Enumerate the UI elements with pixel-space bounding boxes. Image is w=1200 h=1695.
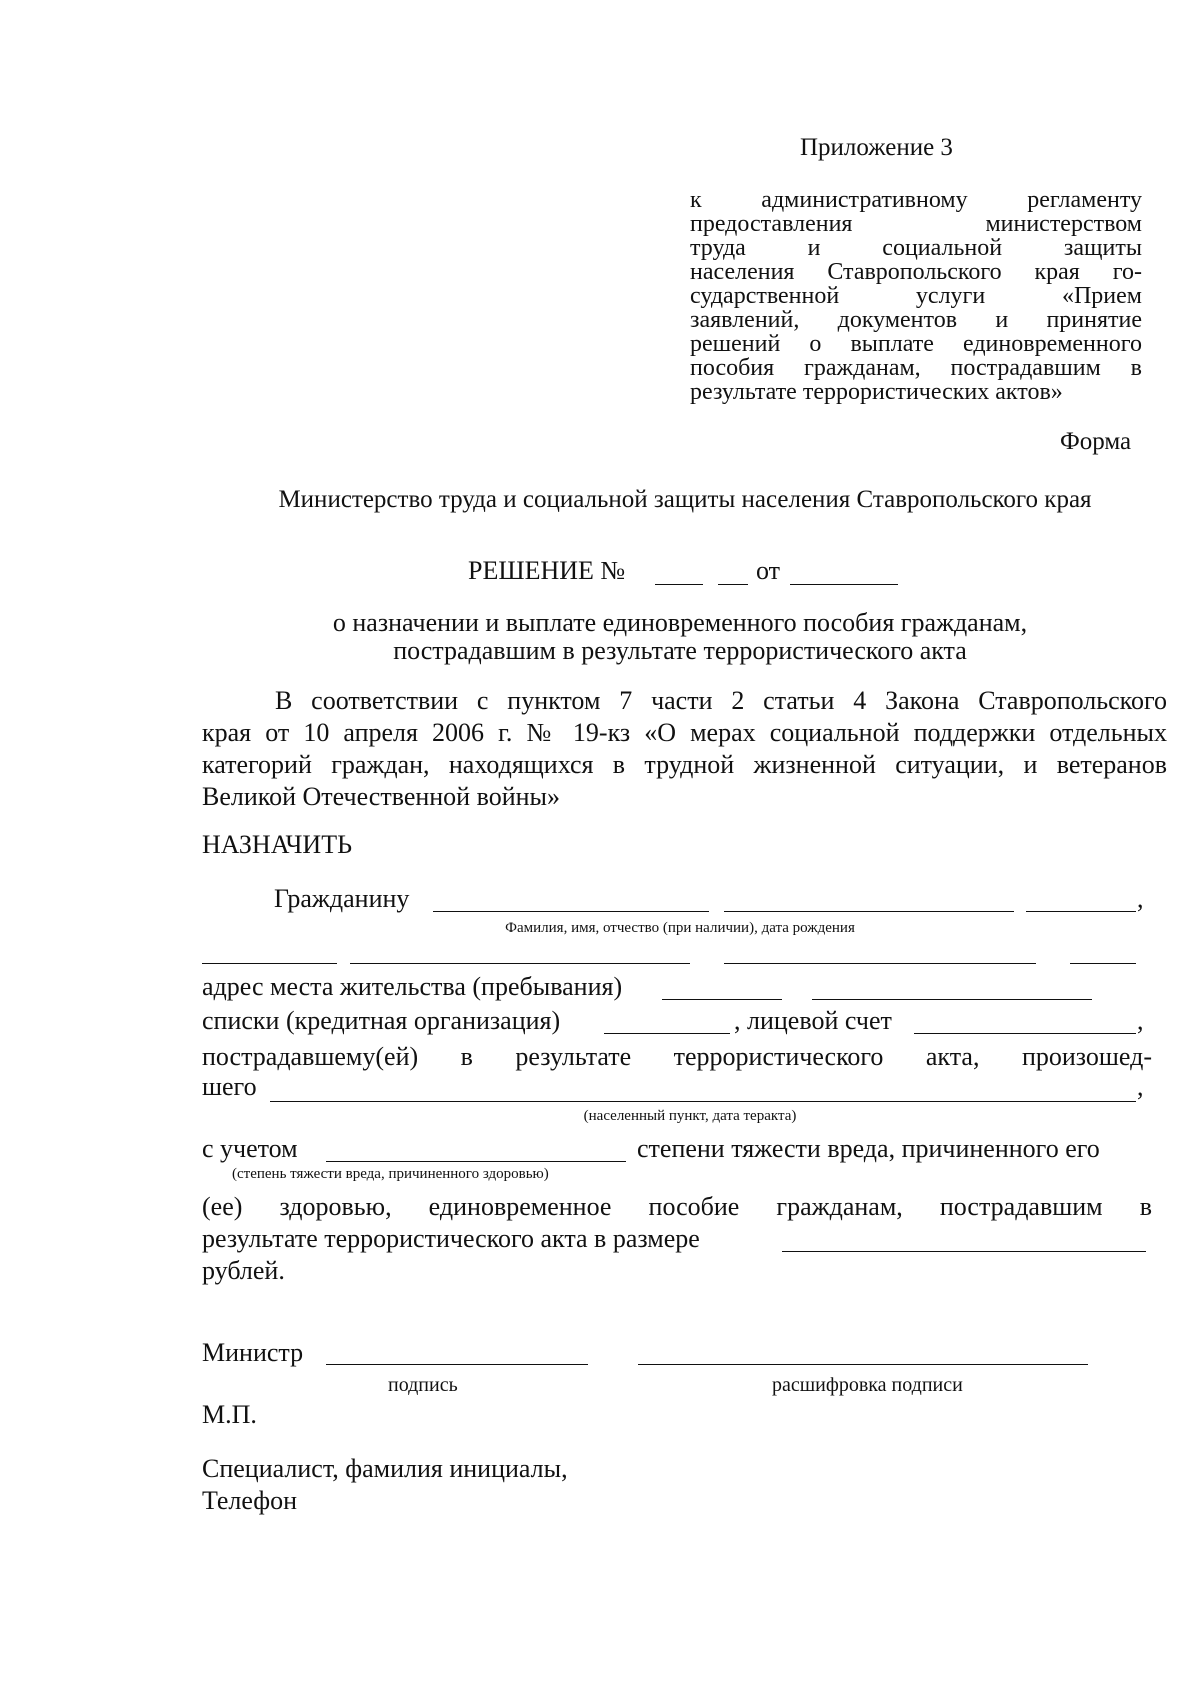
- phone-label: Телефон: [202, 1486, 298, 1515]
- address-field-1[interactable]: [662, 999, 782, 1000]
- benefit-amount-field[interactable]: [782, 1251, 1146, 1252]
- citizen-surname-field[interactable]: [433, 911, 709, 912]
- citizen-continued-field-3[interactable]: [724, 963, 1036, 964]
- appendix-line: результате террористических актов»: [690, 379, 1063, 405]
- appendix-line: населения Ставропольского края го-: [690, 259, 1142, 285]
- benefit-line1: (ее) здоровью, единовременное пособие гражданам, пострадавшим в: [202, 1192, 1152, 1221]
- appendix-line: решений о выплате единовременного: [690, 331, 1142, 357]
- preamble-line: категорий граждан, находящихся в трудной жизненной ситуации, и ветеранов: [202, 750, 1167, 779]
- signature-field[interactable]: [326, 1364, 588, 1365]
- account-label: , лицевой счет: [734, 1006, 892, 1035]
- signature-hint: подпись: [388, 1374, 458, 1396]
- injury-degree-field[interactable]: [326, 1161, 626, 1162]
- appendix-line: к административному регламенту: [690, 187, 1142, 213]
- citizen-continued-field-1[interactable]: [202, 963, 337, 964]
- address-label: адрес места жительства (пребывания): [202, 972, 623, 1001]
- preamble-line: края от 10 апреля 2006 г. № 19-кз «О мерах социальной поддержки отдельных: [202, 718, 1167, 747]
- citizen-continued-field-2[interactable]: [350, 963, 690, 964]
- comma: ,: [1137, 1072, 1144, 1101]
- citizen-label: Гражданину: [274, 884, 410, 913]
- appendix-line: предоставления министерством: [690, 211, 1142, 237]
- address-field-2[interactable]: [812, 999, 1092, 1000]
- account-field[interactable]: [914, 1033, 1136, 1034]
- lists-label: списки (кредитная организация): [202, 1006, 561, 1035]
- degree-text: степени тяжести вреда, причиненного его: [637, 1134, 1100, 1163]
- credit-org-field[interactable]: [604, 1033, 730, 1034]
- comma: ,: [1137, 884, 1144, 913]
- specialist-label: Специалист, фамилия инициалы,: [202, 1454, 568, 1483]
- decision-subtitle-line1: о назначении и выплате единовременного пособия гражданам,: [332, 608, 1028, 637]
- degree-hint: (степень тяжести вреда, причиненного здоровью): [232, 1166, 549, 1182]
- ministry-name: Министерство труда и социальной защиты населения Ставропольского края: [278, 486, 1092, 513]
- citizen-hint: Фамилия, имя, отчество (при наличии), дата рождения: [505, 920, 855, 936]
- seal-label: М.П.: [202, 1400, 257, 1429]
- decoding-hint: расшифровка подписи: [772, 1374, 963, 1396]
- decision-number-suffix-field[interactable]: [718, 584, 748, 585]
- minister-label: Министр: [202, 1338, 304, 1367]
- signature-decoding-field[interactable]: [638, 1364, 1088, 1365]
- form-label: Форма: [1060, 428, 1132, 455]
- comma: ,: [1137, 1006, 1144, 1035]
- decision-from-label: от: [756, 556, 781, 585]
- rubles-label: рублей.: [202, 1256, 285, 1285]
- appendix-line: пособия гражданам, пострадавшим в: [690, 355, 1142, 381]
- appendix-line: заявлений, документов и принятие: [690, 307, 1142, 333]
- benefit-line2: результате террористического акта в размере: [202, 1224, 700, 1253]
- assign-heading: НАЗНАЧИТЬ: [202, 830, 353, 859]
- decision-number-label: РЕШЕНИЕ №: [468, 556, 626, 585]
- appendix-line: труда и социальной защиты: [690, 235, 1142, 261]
- victim-line1: пострадавшему(ей) в результате террористического акта, произошед-: [202, 1042, 1152, 1071]
- decision-subtitle-line2: пострадавшим в результате террористического акта: [393, 636, 967, 665]
- decision-number-field[interactable]: [655, 584, 703, 585]
- citizen-birthdate-field[interactable]: [1026, 911, 1136, 912]
- preamble-line: Великой Отечественной войны»: [202, 782, 560, 811]
- decision-date-field[interactable]: [790, 584, 898, 585]
- appendix-title: Приложение 3: [800, 134, 953, 161]
- incident-place-field[interactable]: [270, 1101, 1136, 1102]
- appendix-line: сударственной услуги «Прием: [690, 283, 1142, 309]
- considering-label: с учетом: [202, 1134, 298, 1163]
- preamble-line: В соответствии с пунктом 7 части 2 статьи 4 Закона Ставропольского: [275, 686, 1167, 715]
- place-hint: (населенный пункт, дата теракта): [583, 1108, 797, 1124]
- citizen-name-field[interactable]: [724, 911, 1014, 912]
- citizen-continued-field-4[interactable]: [1070, 963, 1136, 964]
- victim-line2: шего: [202, 1072, 257, 1101]
